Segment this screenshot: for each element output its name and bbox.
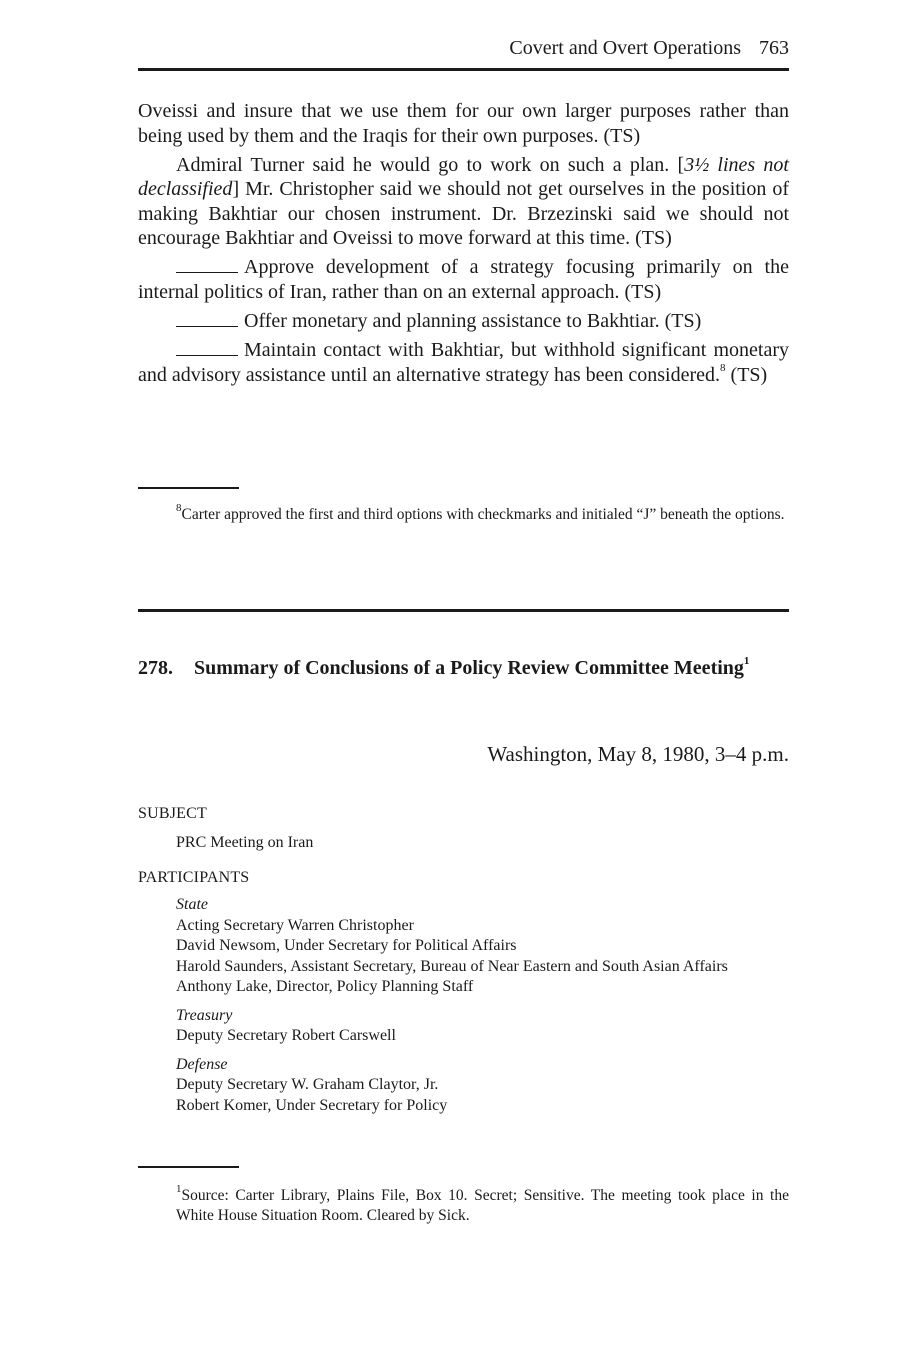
participants-label: PARTICIPANTS: [138, 869, 250, 886]
subject-text: PRC Meeting on Iran: [176, 834, 314, 851]
participant: Deputy Secretary Robert Carswell: [176, 1027, 396, 1044]
checkbox-blank: [176, 312, 238, 327]
footnote-ref-8[interactable]: 8: [720, 361, 726, 374]
checkbox-blank: [176, 258, 238, 273]
page-number: 763: [759, 37, 789, 59]
paragraph-1: Oveissi and insure that we use them for our own larger purposes rather than being used by them and the Iraqis for their own purposes. (TS): [138, 100, 789, 147]
participant: David Newsom, Under Secretary for Political Affairs: [176, 937, 517, 954]
footnote-rule: [138, 1166, 239, 1168]
footnote-8-text: Carter approved the first and third options with checkmarks and initialed “J” beneath the options.: [181, 506, 785, 523]
participant: Harold Saunders, Assistant Secretary, Bureau of Near Eastern and South Asian Affairs: [176, 957, 728, 975]
footnote-8: [138, 501, 789, 525]
option-1-text: Approve development of a strategy focusing primarily on the internal politics of Iran, rather than on an external approach. (TS): [138, 256, 789, 303]
option-3-text: Maintain contact with Bakhtiar, but withhold significant monetary and advisory assistance until an alternative strategy has been considered.: [138, 338, 789, 386]
dateline: Washington, May 8, 1980, 3–4 p.m.: [487, 742, 789, 766]
participant: Anthony Lake, Director, Policy Planning Staff: [176, 978, 474, 995]
document-number: 278.: [138, 657, 173, 679]
running-title: Covert and Overt Operations: [509, 37, 741, 59]
footnote-1-marker: 1: [176, 1182, 182, 1195]
paragraph-2-end: ] Mr. Christopher said we should not get ourselves in the position of making Bakhtiar our chosen instrument. Dr. Brzezinski said we should not encourage Bakhtiar and Oveissi to move forward at this time. (TS): [138, 178, 789, 250]
checkbox-blank: [176, 341, 238, 356]
not-declassified-note: 3½ lines not declassified: [138, 153, 789, 201]
document-title: Summary of Conclusions of a Policy Review Committee Meeting: [194, 657, 744, 679]
header-rule: [138, 68, 789, 71]
document-heading: [138, 656, 789, 681]
footnote-rule: [138, 487, 239, 489]
running-header: [509, 37, 789, 60]
group-name: Treasury: [176, 1006, 233, 1024]
footnote-8-marker: 8: [176, 501, 182, 514]
option-2: [138, 309, 789, 334]
participant: Deputy Secretary W. Graham Claytor, Jr.: [176, 1076, 439, 1093]
body-text: [138, 99, 789, 391]
subject-label: SUBJECT: [138, 805, 207, 822]
participant-group-defense: [176, 1055, 776, 1117]
option-3-tail: (TS): [725, 363, 768, 386]
paragraph-2-start: Admiral Turner said he would go to work on such a plan. [: [176, 153, 685, 176]
participant: Robert Komer, Under Secretary for Policy: [176, 1096, 448, 1114]
participant: Acting Secretary Warren Christopher: [176, 916, 414, 934]
footnote-1-text: Source: Carter Library, Plains File, Box 10. Secret; Sensitive. The meeting took place in the White House Situation Room. Cleared by Sick.: [176, 1187, 789, 1224]
group-name: Defense: [176, 1055, 228, 1073]
footnote-1: [138, 1182, 789, 1225]
participant-group-treasury: [176, 1006, 776, 1047]
paragraph-2: [138, 153, 789, 251]
participant-group-state: [176, 895, 776, 998]
option-2-text: Offer monetary and planning assistance to Bakhtiar. (TS): [244, 309, 702, 332]
footnote-ref-1[interactable]: 1: [743, 655, 750, 668]
document-divider: [138, 609, 789, 612]
participants-list: [176, 895, 776, 1124]
option-1: [138, 255, 789, 304]
option-3: [138, 338, 789, 387]
group-name: State: [176, 896, 208, 913]
